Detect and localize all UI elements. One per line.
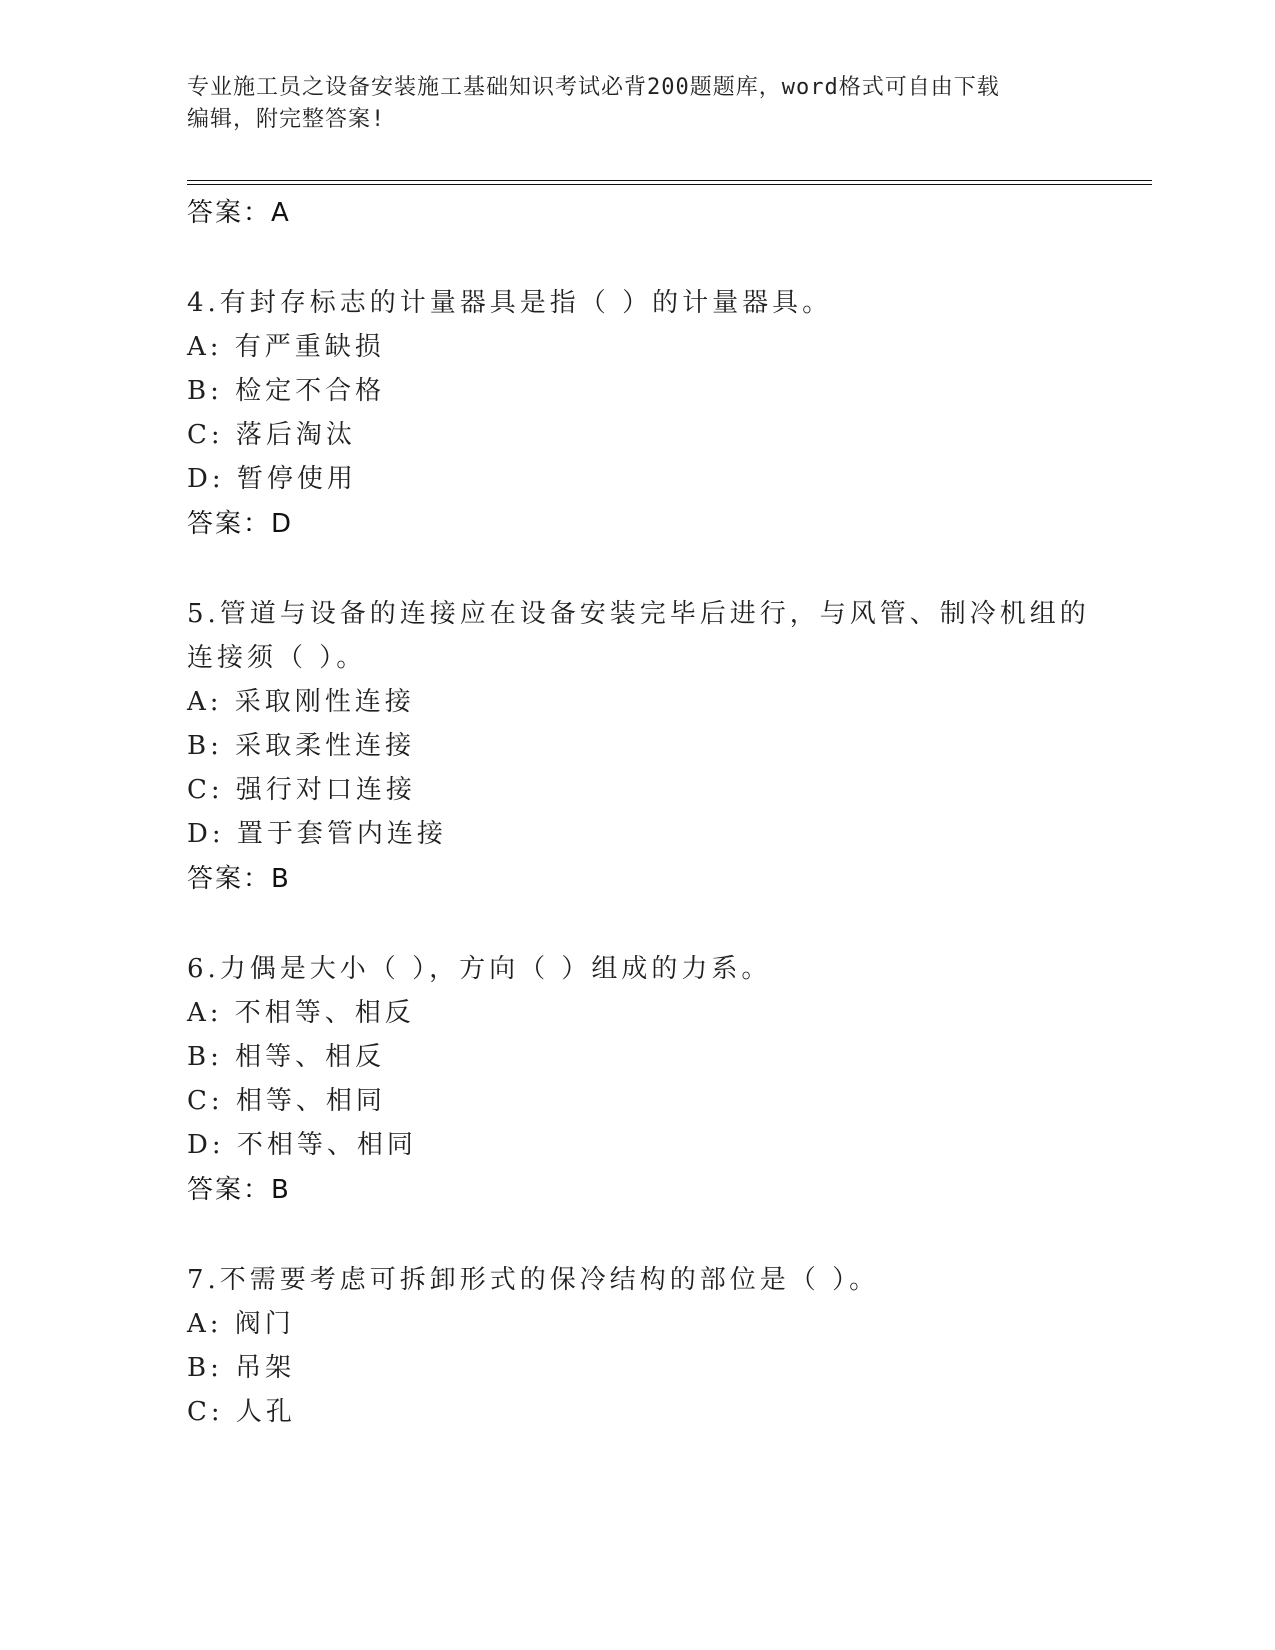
- question-4-stem: 4.有封存标志的计量器具是指（ ）的计量器具。: [187, 288, 833, 318]
- question-5-option-b: B: 采取柔性连接: [187, 731, 416, 761]
- question-6-option-c: C: 相等、相同: [187, 1086, 386, 1116]
- document-header: [187, 72, 1077, 136]
- header-line-1: 专业施工员之设备安装施工基础知识考试必背200题题库，word格式可自由下载: [187, 75, 1000, 100]
- question-7-option-c: C: 人孔: [187, 1397, 296, 1427]
- question-5-option-c: C: 强行对口连接: [187, 775, 416, 805]
- question-6-option-b: B: 相等、相反: [187, 1042, 386, 1072]
- answer-5: 答案：B: [187, 864, 291, 894]
- question-4-option-b: B: 检定不合格: [187, 376, 386, 406]
- question-6-stem: 6.力偶是大小（ ），方向（ ）组成的力系。: [187, 954, 772, 984]
- answer-3: 答案：A: [187, 198, 291, 228]
- question-5-option-d: D: 置于套管内连接: [187, 819, 447, 849]
- question-7-stem: 7.不需要考虑可拆卸形式的保冷结构的部位是（ ）。: [187, 1265, 880, 1295]
- answer-6: 答案：B: [187, 1175, 291, 1205]
- question-5-option-a: A: 采取刚性连接: [187, 687, 415, 717]
- question-5-stem-line-2: 连接须（ ）。: [187, 643, 367, 673]
- answer-4: 答案：D: [187, 509, 294, 539]
- question-4-option-a: A: 有严重缺损: [187, 332, 385, 362]
- question-4-option-c: C: 落后淘汰: [187, 420, 356, 450]
- header-divider-top: [187, 180, 1152, 181]
- question-5-stem-line-1: 5.管道与设备的连接应在设备安装完毕后进行，与风管、制冷机组的: [187, 599, 1090, 629]
- header-line-2: 编辑，附完整答案!: [187, 107, 386, 132]
- header-divider-bottom: [187, 184, 1152, 185]
- question-7-option-b: B: 吊架: [187, 1353, 296, 1383]
- question-4-option-d: D: 暂停使用: [187, 464, 357, 494]
- question-6-option-d: D: 不相等、相同: [187, 1130, 417, 1160]
- question-6-option-a: A: 不相等、相反: [187, 998, 415, 1028]
- question-7-option-a: A: 阀门: [187, 1309, 295, 1339]
